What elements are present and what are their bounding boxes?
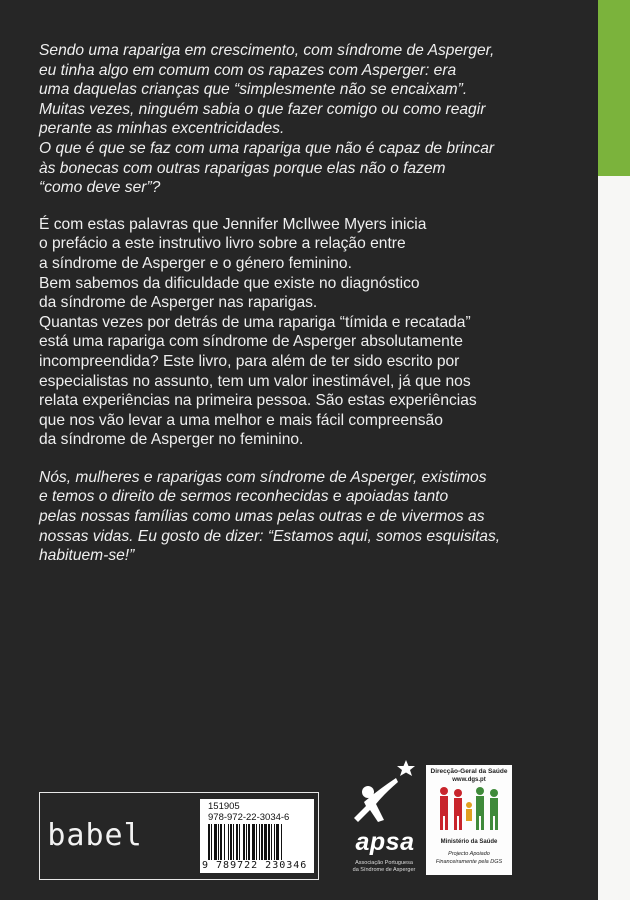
body-line: Quantas vezes por detrás de uma rapariga “tímida e recatada” [39,313,471,331]
closing-line: habituem-se!” [39,547,135,565]
barcode-bar [230,824,232,860]
intro-line: Sendo uma rapariga em crescimento, com síndrome de Asperger, [39,42,495,59]
barcode-bar [236,824,238,860]
barcode-bar [243,824,245,860]
body-line: que nos vão levar a uma melhor e mais fácil compreensão [39,411,443,429]
barcode-bar [281,824,282,860]
barcode-bars [208,824,308,860]
back-cover-text [39,41,595,566]
barcode-bar [276,824,279,860]
dgs-figures-icon [434,785,504,833]
body-line: incompreendida? Este livro, para além de ter sido escrito por [39,352,460,370]
body-line: a síndrome de Asperger e o género feminino. [39,254,352,272]
barcode-bar [208,824,210,860]
intro-line: Muitas vezes, ninguém sabia o que fazer comigo ou como reagir [39,100,486,118]
apsa-name: apsa [355,828,415,856]
product-code: 151905 [208,801,240,812]
barcode-bar [264,824,267,860]
barcode-bar [246,824,247,860]
intro-line: uma daquelas crianças que “simplesmente não se encaixam”. [39,81,468,99]
closing-line: Nós, mulheres e raparigas com síndrome de Asperger, existimos [39,468,487,486]
barcode-bar [252,824,255,860]
closing-quote [39,468,595,566]
body-line: da síndrome de Asperger no feminino. [39,431,304,449]
barcode-bar [228,824,229,860]
barcode-bar [271,824,272,860]
barcode-bar [220,824,222,860]
barcode-bar [211,824,212,860]
barcode-panel [39,792,319,880]
body-line: Bem sabemos da dificuldade que existe no diagnóstico [39,274,420,292]
intro-quote [39,41,595,198]
barcode-digits: 9 789722 230346 [202,860,308,871]
body-paragraph [39,215,595,450]
cover-edge-green [598,0,630,176]
closing-line: e temos o direito de sermos reconhecidas e apoiadas tanto [39,488,449,506]
apsa-subtitle: Associação Portuguesa da Síndrome de Asperger [352,860,416,873]
dgs-card [426,765,512,875]
body-line: da síndrome de Asperger nas raparigas. [39,294,318,312]
body-line: está uma rapariga com síndrome de Asperger absolutamente [39,333,463,351]
barcode-bar [214,824,217,860]
dgs-note-line2: Financeiramente pela DGS [435,859,503,865]
barcode-bar [256,824,257,860]
dgs-url: www.dgs.pt [452,777,486,783]
isbn: 978-972-22-3034-6 [208,812,290,823]
intro-line: eu tinha algo em comum com os rapazes com Asperger: era [39,61,457,79]
barcode-bar [218,824,219,860]
barcode-bar [248,824,250,860]
apsa-logo [344,756,424,884]
barcode-bar [224,824,225,860]
closing-line: nossas vidas. Eu gosto de dizer: “Estamos aqui, somos esquisitas, [39,527,501,545]
intro-line: “como deve ser”? [39,179,161,197]
barcode-bar [239,824,240,860]
body-line: É com estas palavras que Jennifer McIlwee Myers inicia [39,215,427,233]
apsa-figure-icon [344,756,424,828]
intro-line: perante as minhas excentricidades. [39,120,285,138]
barcode-bar [233,824,234,860]
cover-edge-white [598,176,630,900]
body-line: relata experiências na primeira pessoa. São estas experiências [39,392,477,410]
intro-line: às bonecas com outras raparigas porque elas não o fazem [39,159,446,177]
intro-line: O que é que se faz com uma rapariga que não é capaz de brincar [39,139,495,157]
dgs-ministry: Ministério da Saúde [440,839,498,845]
babel-logo: babel [47,818,143,853]
dgs-title: Direcção-Geral da Saúde [430,768,508,775]
barcode-bar [259,824,260,860]
barcode-box [200,799,314,873]
body-line: especialistas no assunto, tem um valor inestimável, já que nos [39,372,471,390]
closing-line: pelas nossas famílias como umas pelas outras e de vivermos as [39,508,485,526]
barcode-bar [268,824,270,860]
body-line: o prefácio a este instrutivo livro sobre a relação entre [39,235,406,253]
barcode-bar [261,824,263,860]
barcode-bar [274,824,275,860]
dgs-note-line1: Projecto Apoiado [448,851,490,857]
